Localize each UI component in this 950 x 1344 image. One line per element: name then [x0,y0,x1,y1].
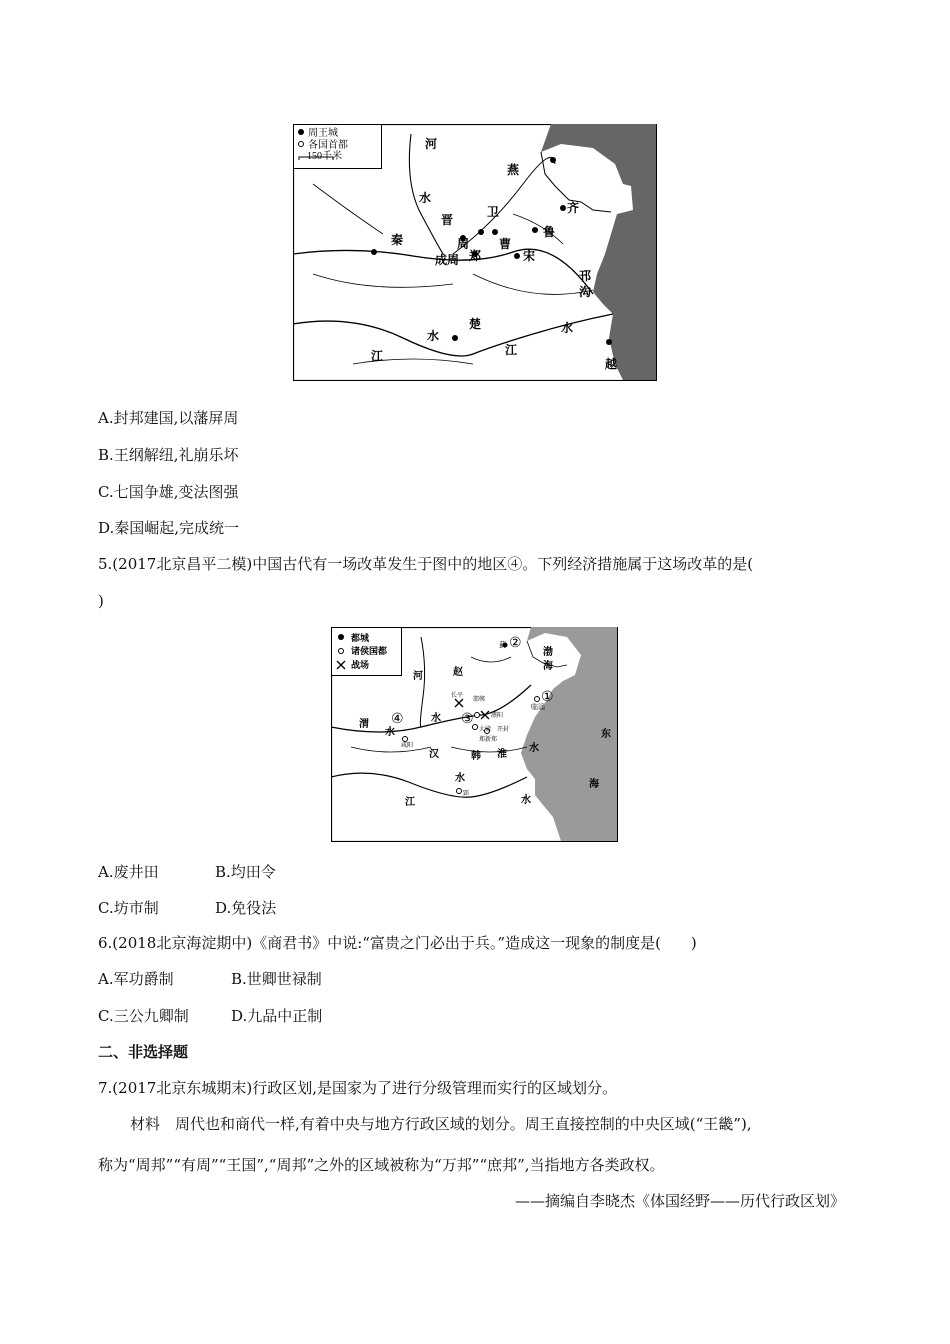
label-zhao: 赵 [453,667,463,678]
label-shui-e: 水 [521,795,531,806]
label-song: 宋 [523,249,536,263]
q6-option-c: C.三公九卿制 [98,1007,189,1025]
legend-capital: 都城 [351,633,370,643]
label-lu: 鲁 [543,225,556,239]
label-shui-d: 水 [455,773,465,784]
legend-vassal-capital: 诸侯国都 [351,646,388,656]
label-hai-2: 海 [589,779,599,790]
label-wei-river: 渭 [359,719,369,730]
q5-options-row2 [98,898,276,918]
label-circle-2: ② [509,636,522,651]
label-han: 邗 [579,269,592,283]
label-zheng: 郑 [469,249,482,263]
q6-stem: 6.(2018北京海淀期中)《商君书》中说:“富贵之门必出于兵。”造成这一现象的制度是( ) [98,934,697,952]
label-jiang-2: 江 [505,343,518,357]
label-shui-c: 水 [529,743,539,754]
map-zhou-states [293,124,657,381]
section-title: 二、非选择题 [98,1043,189,1061]
q7-material-line-1: 材料 周代也和商代一样,有着中央与地方行政区域的划分。周王直接控制的中央区域(“王畿”), [130,1115,752,1133]
q5-option-a: A.废井田 [98,863,159,881]
label-chu: 楚 [469,317,482,331]
q5-options-row1 [98,862,276,882]
label-chengzhou: 成周 [435,253,460,267]
label-jin: 晋 [441,213,454,227]
q4-option-c: C.七国争雄,变法图强 [98,483,239,501]
label-zhou: 周 [457,237,470,251]
label-handan: 邯郸 [473,697,486,703]
label-han-river: 汉 [429,749,439,760]
label-jiang: 江 [405,797,415,808]
label-shui-2: 水 [561,321,574,335]
q5-option-d: D.免役法 [215,899,277,917]
map-warring-states-svg [331,627,618,842]
label-ying: 郢 [463,791,470,797]
label-yan: 燕 [507,163,520,177]
label-dong: 东 [601,729,611,740]
label-he-2: 河 [413,671,423,682]
label-cao: 曹 [499,237,512,251]
q5-stem: 5.(2017北京昌平二模)中国古代有一场改革发生于图中的地区④。下列经济措施属于这场改革的是( [98,555,754,573]
q5-option-b: B.均田令 [215,863,276,881]
label-shui-a: 水 [385,727,395,738]
legend-royal-city: 周王城 [308,128,338,139]
label-hanguo: 韩 [471,751,481,762]
label-wei: 卫 [487,205,500,219]
legend-battlefield: 战场 [351,660,370,670]
label-huai: 淮 [497,749,507,760]
label-jiang-1: 江 [371,349,384,363]
label-qin: 秦 [391,233,404,247]
legend-scale: 150千米 [307,151,342,162]
label-shui-1: 水 [419,191,432,205]
label-circle-4: ④ [391,712,404,727]
label-hai-1: 海 [543,661,553,672]
label-he: 河 [425,137,438,151]
label-yue: 越 [605,357,618,371]
label-changping: 长平 [451,693,464,699]
label-circle-1: ① [541,690,554,705]
q6-option-d: D.九品中正制 [231,1007,323,1025]
q6-option-a: A.军功爵制 [98,970,174,988]
q4-option-b: B.王纲解纽,礼崩乐坏 [98,446,239,464]
q6-option-b: B.世卿世禄制 [231,970,322,988]
label-shui-b: 水 [431,713,441,724]
label-shui-3: 水 [427,329,440,343]
label-xianyang: 咸阳 [401,743,414,749]
q4-option-d: D.秦国崛起,完成统一 [98,519,240,537]
label-qi: 齐 [567,201,580,215]
label-puyang: 濮阳 [491,713,504,719]
label-ji: 蓟 [499,641,506,649]
q5-option-c: C.坊市制 [98,899,159,917]
legend-state-capital: 各国首都 [308,140,348,151]
label-gou: 沟 [579,285,592,299]
q6-options-row2 [98,1006,322,1026]
label-bo: 渤 [543,647,553,658]
label-xinzheng: 郑新郑 [479,737,498,743]
q4-option-a: A.封邦建国,以藩屏周 [98,409,239,427]
q6-options-row1 [98,969,322,989]
map-warring-states [331,627,618,842]
label-daliang: 大梁 [479,727,492,733]
q7-source: ——摘编自李晓杰《体国经野——历代行政区划》 [514,1192,845,1210]
map-zhou-states-svg [293,124,657,381]
label-circle-3: ③ [461,712,474,727]
label-linzi: 临淄 [531,703,545,711]
label-kaifeng: 开封 [497,727,510,733]
q5-stem-end: ) [98,592,104,610]
q7-material-line-2: 称为“周邦”“有周”“王国”,“周邦”之外的区域被称为“万邦”“庶邦”,当指地方各类政权。 [98,1156,665,1174]
q7-stem: 7.(2017北京东城期末)行政区划,是国家为了进行分级管理而实行的区域划分。 [98,1079,617,1097]
